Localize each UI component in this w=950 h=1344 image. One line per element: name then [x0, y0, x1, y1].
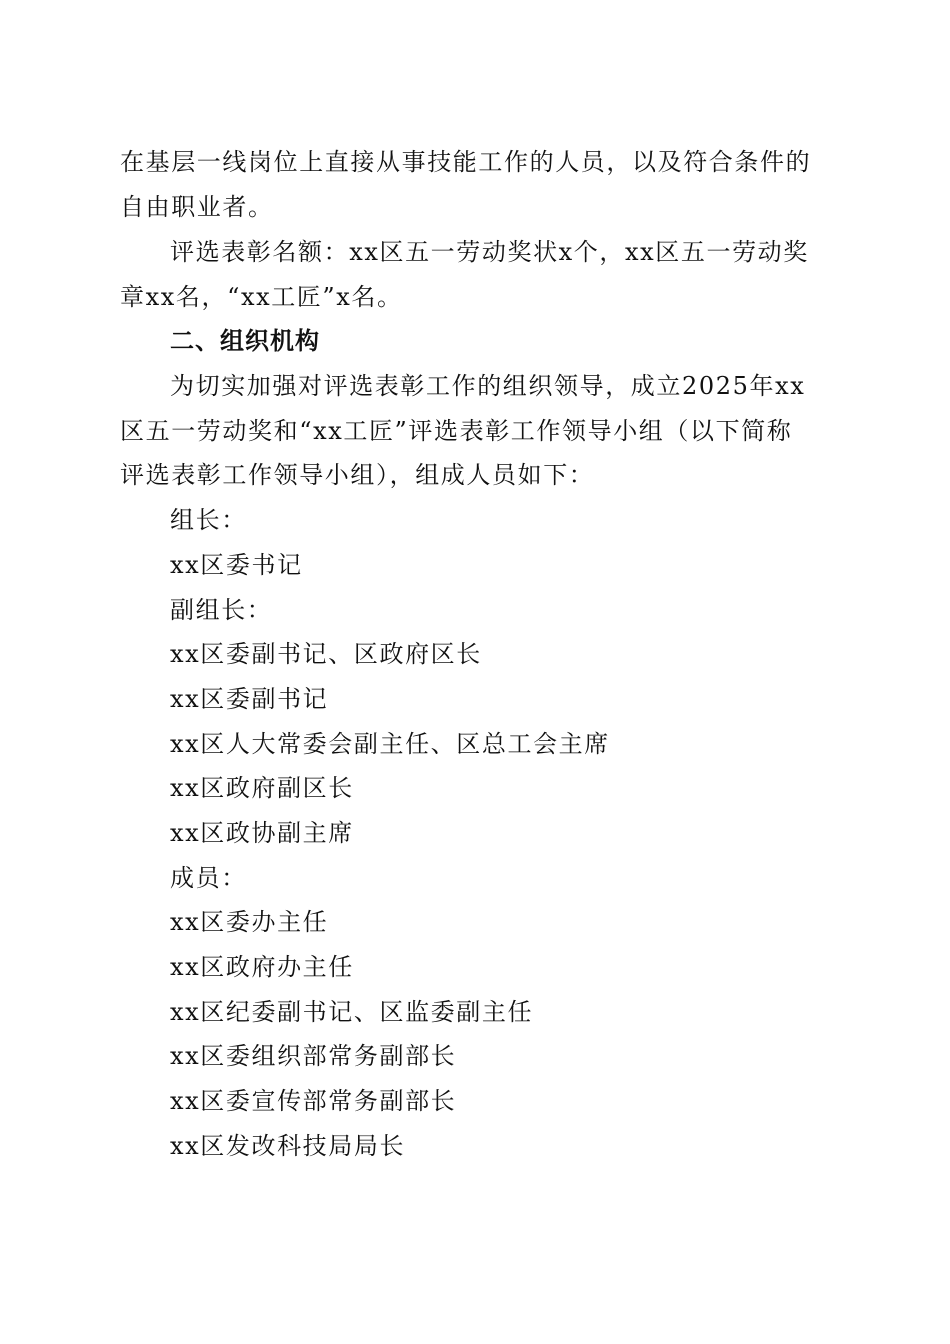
role-label: 成员：: [170, 864, 247, 892]
member-line: xx区人大常委会副主任、区总工会主席: [170, 730, 610, 758]
paragraph-line: 在基层一线岗位上直接从事技能工作的人员，以及符合条件的: [120, 148, 812, 176]
member-line: xx区政府副区长: [170, 774, 354, 802]
member-line: xx区纪委副书记、区监委副主任: [170, 998, 534, 1026]
member-line: xx区委书记: [170, 551, 303, 579]
member-line: xx区政协副主席: [170, 819, 354, 847]
paragraph-line: 评选表彰名额：xx区五一劳动奖状x个，xx区五一劳动奖: [170, 238, 809, 266]
member-line: xx区发改科技局局长: [170, 1132, 406, 1160]
member-line: xx区政府办主任: [170, 953, 354, 981]
paragraph-line: 评选表彰工作领导小组），组成人员如下：: [120, 461, 595, 489]
paragraph-line: 区五一劳动奖和“xx工匠”评选表彰工作领导小组（以下简称: [120, 417, 793, 445]
member-line: xx区委宣传部常务副部长: [170, 1087, 457, 1115]
member-line: xx区委组织部常务副部长: [170, 1042, 457, 1070]
paragraph-line: 为切实加强对评选表彰工作的组织领导，成立2025年xx: [170, 372, 806, 400]
role-label: 副组长：: [170, 596, 273, 624]
paragraph-line: 章xx名，“xx工匠”x名。: [120, 283, 403, 311]
paragraph-line: 自由职业者。: [120, 193, 274, 221]
member-line: xx区委副书记、区政府区长: [170, 640, 482, 668]
section-heading: 二、组织机构: [170, 327, 320, 355]
role-label: 组长：: [170, 506, 247, 534]
member-line: xx区委副书记: [170, 685, 329, 713]
member-line: xx区委办主任: [170, 908, 329, 936]
